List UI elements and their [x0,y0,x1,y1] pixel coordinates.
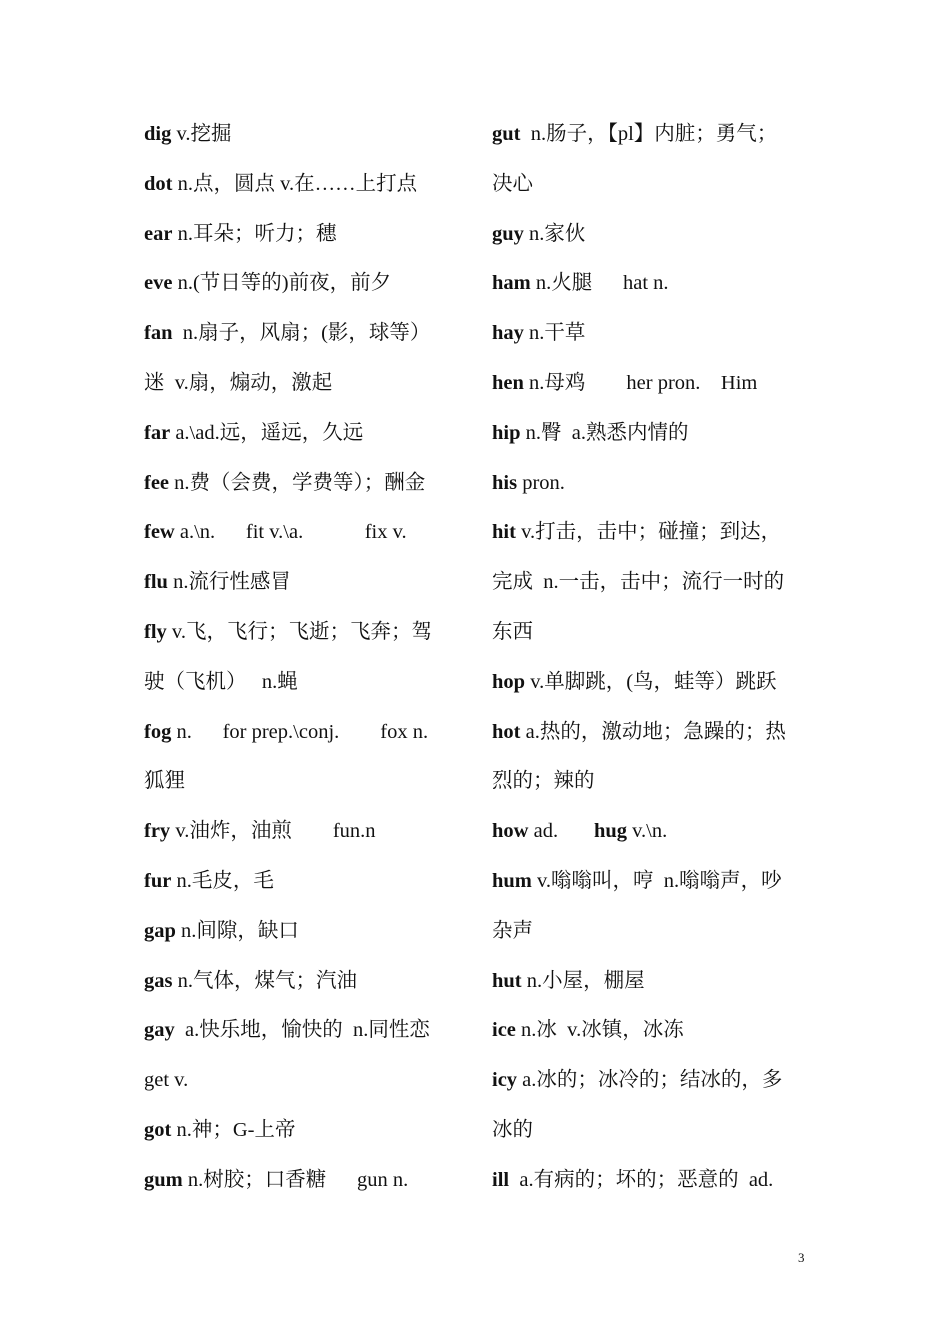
entry-line [144,658,460,708]
headword: fry [144,820,171,843]
headword: his [492,471,518,494]
entry-line [144,160,460,210]
entry-line [492,907,808,957]
entry-line [492,309,808,359]
definition-text: v.挖掘 [171,123,232,145]
headword: hop [492,670,526,693]
headword: ear [144,222,173,245]
definition-text: n.毛皮，毛 [171,869,274,892]
headword: how [492,820,529,843]
definition-text: v.油炸，油煎 fun.n [170,820,376,843]
headword: fur [144,869,172,892]
entry-line [492,160,808,210]
definition-text: n.点，圆点 v.在……上打点 [172,172,418,195]
entry-line [144,907,460,957]
definition-text: 完成 n.一击，击中；流行一时的 [492,571,785,594]
entry-line [492,1056,808,1106]
entry-line [144,259,460,309]
entry-line [144,1156,460,1206]
headword: dig [144,123,172,145]
entry-line [492,508,808,558]
entry-line [492,857,808,907]
definition-text: n.肠子，【pl】内脏；勇气； [520,123,778,145]
definition-text: n.气体，煤气；汽油 [172,969,357,992]
entry-line [492,1106,808,1156]
entry-line [492,807,808,857]
headword: gut [492,123,521,145]
entry-line [144,1006,460,1056]
entry-line [144,558,460,608]
definition-text: 迷 v.扇，煽动，激起 [144,371,333,394]
headword: hip [492,421,521,444]
definition-text: n.耳朵；听力；穗 [172,222,337,245]
headword: eve [144,272,173,295]
entry-line [144,857,460,907]
headword: hot [492,720,521,743]
entry-line [492,608,808,658]
definition-text: v.\n. [627,820,668,843]
headword: dot [144,172,173,195]
left-column [144,110,460,1206]
headword: fog [144,720,172,743]
entry-line [492,1006,808,1056]
definition-text: v.嗡嗡叫，哼 n.嗡嗡声，吵 [531,869,782,892]
headword: gay [144,1019,175,1042]
definition-text: a.\ad.远，遥远，久远 [170,421,364,444]
definition-text: n.冰 v.冰镇，冰冻 [515,1019,684,1042]
definition-text: 东西 [492,620,533,643]
headword: few [144,521,175,544]
definition-text: a.有病的；坏的；恶意的 ad. [509,1168,774,1191]
definition-text: n.干草 [523,322,586,345]
entry-line [492,957,808,1007]
entry-line [492,558,808,608]
entry-line [492,1156,808,1206]
definition-text: n.树胶；口香糖 gun n. [182,1168,409,1191]
entry-line [144,1056,460,1106]
definition-text: n.母鸡 her pron. Him [523,371,758,394]
definition-text: n.扇子，风扇；(影，球等） [172,322,431,345]
headword: hit [492,521,516,544]
definition-text: pron. [517,471,565,494]
entry-line [492,459,808,509]
entry-line [144,807,460,857]
definition-text: 驶（飞机） n.蝇 [144,670,298,693]
definition-text: 决心 [492,172,533,195]
headword: gap [144,919,176,942]
entry-line [492,359,808,409]
entry-line [144,957,460,1007]
headword: hay [492,322,524,345]
headword: fly [144,620,167,643]
definition-text: n.(节日等的)前夜，前夕 [172,272,392,295]
entry-line [144,309,460,359]
headword: hug [593,820,628,843]
definition-text: n. for prep.\conj. fox n. [171,720,429,743]
definition-text: 冰的 [492,1118,533,1141]
headword: flu [144,571,168,594]
entry-line [144,409,460,459]
entry-line [492,409,808,459]
definition-text: v.打击，击中；碰撞；到达， [515,521,782,544]
headword: icy [492,1069,518,1092]
definition-text: n.间隙，缺口 [175,919,299,942]
headword: got [144,1118,172,1141]
entry-line [144,459,460,509]
entry-line [144,210,460,260]
entry-line [144,708,460,758]
definition-text: n.家伙 [523,222,586,245]
headword: ill [492,1168,510,1191]
entry-line [144,608,460,658]
headword: fan [144,322,173,345]
headword: ice [492,1019,516,1042]
entry-line [144,1106,460,1156]
headword: far [144,421,171,444]
headword: hen [492,371,524,394]
entry-line [492,658,808,708]
entry-line [144,508,460,558]
page-number: 3 [798,1250,805,1265]
headword: hut [492,969,522,992]
definition-text: n.费（会费，学费等）；酬金 [169,471,426,494]
entry-line [144,110,460,160]
entry-line [492,757,808,807]
definition-text: get v. [144,1069,189,1092]
definition-text: v.单脚跳，(鸟，蛙等）跳跃 [525,670,777,693]
definition-text: n.火腿 hat n. [530,272,669,295]
headword: gas [144,969,173,992]
definition-text: 狐狸 [144,770,185,793]
entry-line [492,210,808,260]
definition-text: n.流行性感冒 [167,571,291,594]
definition-text: n.臀 a.熟悉内情的 [520,421,689,444]
definition-text: a.冰的；冰冷的；结冰的，多 [517,1069,783,1092]
headword: hum [492,869,532,892]
entry-line [144,757,460,807]
entry-line [144,359,460,409]
definition-text: a.\n. fit v.\a. fix v. [174,521,407,544]
definition-text: n.神；G-上帝 [171,1118,296,1141]
right-column [492,110,808,1206]
entry-line [492,110,808,160]
headword: gum [144,1168,183,1191]
definition-text: ad. [528,820,594,843]
definition-text: a.快乐地，愉快的 n.同性恋 [174,1019,430,1042]
definition-text: 杂声 [492,919,533,942]
headword: fee [144,471,170,494]
definition-text: 烈的；辣的 [492,770,595,793]
entry-line [492,708,808,758]
entry-line [492,259,808,309]
definition-text: v.飞，飞行；飞逝；飞奔；驾 [166,620,432,643]
definition-text: n.小屋，棚屋 [521,969,645,992]
headword: guy [492,222,524,245]
definition-text: a.热的，激动地；急躁的；热 [520,720,786,743]
headword: ham [492,272,531,295]
